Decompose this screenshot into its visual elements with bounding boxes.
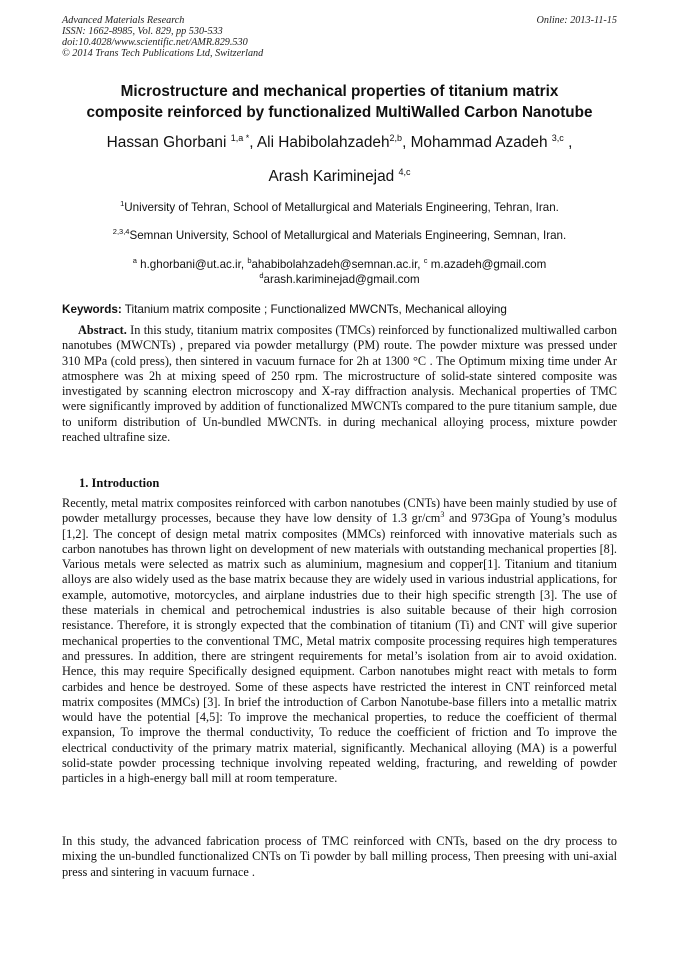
author-name: , Mohammad Azadeh [402, 134, 548, 151]
affiliation-1 [62, 200, 617, 215]
keywords-label: Keywords: [62, 303, 122, 316]
doi-line: doi:10.4028/www.scientific.net/AMR.829.530 [62, 37, 248, 48]
email-text: h.ghorbani@ut.ac.ir, [136, 258, 248, 271]
online-date: Online: 2013-11-15 [536, 15, 617, 26]
email-text: ahabibolahzadeh@semnan.ac.ir, [251, 258, 424, 271]
intro-paragraph-1 [62, 496, 617, 787]
intro-paragraph-2: In this study, the advanced fabrication process of TMC reinforced with CNTs, based on the dry process to mixing the un-bundled functionalized CNTs on Ti powder by ball milling process, Then preesing with uni-axial press and sintering in vacuum furnace . [62, 834, 617, 879]
copyright-line: © 2014 Trans Tech Publications Ltd, Switzerland [62, 48, 264, 59]
intro-text: Recently, metal matrix composites reinforced with carbon nanotubes (CNTs) have been mainly studied by use of powder metallurgy processes, because they have low density of 1.3 gr/cm [62, 496, 617, 526]
title-line-1: Microstructure and mechanical properties of titanium matrix [120, 83, 559, 100]
author-name: Hassan Ghorbani [106, 134, 227, 151]
email-text: m.azadeh@gmail.com [427, 258, 547, 271]
journal-name: Advanced Materials Research [62, 15, 185, 26]
issn-line: ISSN: 1662-8985, Vol. 829, pp 530-533 [62, 26, 223, 37]
title-line-2: composite reinforced by functionalized MultiWalled Carbon Nanotube [86, 104, 593, 121]
affiliation-2 [62, 228, 617, 243]
affiliation-sup: 1 [120, 199, 125, 208]
author-line-1 [62, 133, 617, 153]
intro-text: and 973Gpa of Young’s modulus [1,2]. The concept of design metal matrix composites (MMCs) reinforced with innovative materials such as carbon nanotubes has thrown light on development of new materials with outstanding mechanical properties [8]. Various metals were selected as matrix such as aluminium, magnesium and copper[1]. Titanium and titanium alloys are also widely used as the base matrix because they are widely used in various industrial applications, for example, automotive, motorcycles, and airplane industries due to their high specific strength [3]. The use of these materials in chemical and petrochemical industries is also suitable because of their high corrosion resistance. Therefore, it is strongly expected that the combination of titanium (Ti) and CNT will give superior mechanical properties to the conventional TMC, Metal matrix composite processing requires high temperatures and pressures. In addition, there are stringent requirements for metal’s isolation from air to avoid oxidation. Hence, this may require Specifically designed equipment. Carbon nanotubes might react with metals to form carbides and hence be destroyed. Some of these aspects have restricted the interest in CNT reinforced metal matrix composites (MMCs) [3]. In brief the introduction of Carbon Nanotube-base fillers into a metallic matrix would have the potential [4,5]: To improve the mechanical properties, to reduce the coefficient of thermal expansion, To improve the thermal conductivity, To reduce the coefficient of friction and To improve the electrical conductivity of the primary matrix material, significantly. Mechanical alloying (MA) is a powerful solid-state powder processing technique involving repeated welding, fracturing, and rewelding of powder particles in a high-energy ball mill at room temperature. [62, 511, 617, 786]
email-sup: d [259, 271, 264, 280]
intro-sup: 3 [440, 510, 445, 520]
email-sup: a [132, 256, 137, 265]
affiliation-sup: 2,3,4 [112, 227, 130, 236]
paper-title [62, 81, 617, 123]
email-line-2 [62, 272, 617, 287]
abstract [62, 323, 617, 445]
affiliation-text: University of Tehran, School of Metallurgical and Materials Engineering, Tehran, Iran. [124, 201, 559, 214]
email-sup: c [423, 256, 428, 265]
section-heading-introduction: 1. Introduction [79, 476, 160, 490]
affiliation-text: Semnan University, School of Metallurgical and Materials Engineering, Semnan, Iran. [129, 229, 567, 242]
email-text: arash.kariminejad@gmail.com [263, 273, 420, 286]
keywords [62, 302, 617, 317]
author-sup: 4,c [398, 167, 411, 177]
author-name: , Ali Habibolahzadeh [249, 134, 390, 151]
abstract-label: Abstract. [78, 323, 127, 337]
author-sup: 2,b [389, 133, 403, 143]
author-separator: , [563, 134, 573, 151]
keywords-text: Titanium matrix composite ; Functionalized MWCNTs, Mechanical alloying [121, 303, 507, 316]
author-sup: 3,c [551, 133, 564, 143]
email-sup: b [247, 256, 252, 265]
abstract-text: In this study, titanium matrix composites (TMCs) reinforced by functionalized multiwalled carbon nanotubes (MWCNTs) , prepared via powder metallurgy (PM) route. The powder mixture was pressed under 310 MPa (cold press), then sintered in vacuum furnace for 2h at 1300 °C . The Optimum mixing time under Ar atmosphere was 2h at mixing speed of 250 rpm. The microstructure of solid-state sintered composite was investigated by scanning electron microscopy and X-ray diffraction analysis. Mechanical properties of TMC were significantly improved by addition of functionalized MWCNTs compared to the pure titanium sample, due to uniform distribution of Un-bundled MWCNTs. in during mechanical alloying process, mixture powder reached ultrafine size. [62, 323, 617, 445]
author-line-2 [62, 167, 617, 187]
email-line-1 [62, 257, 617, 272]
author-name: Arash Kariminejad [268, 168, 395, 185]
author-sup: 1,a * [230, 133, 250, 143]
journal-header [62, 15, 617, 59]
